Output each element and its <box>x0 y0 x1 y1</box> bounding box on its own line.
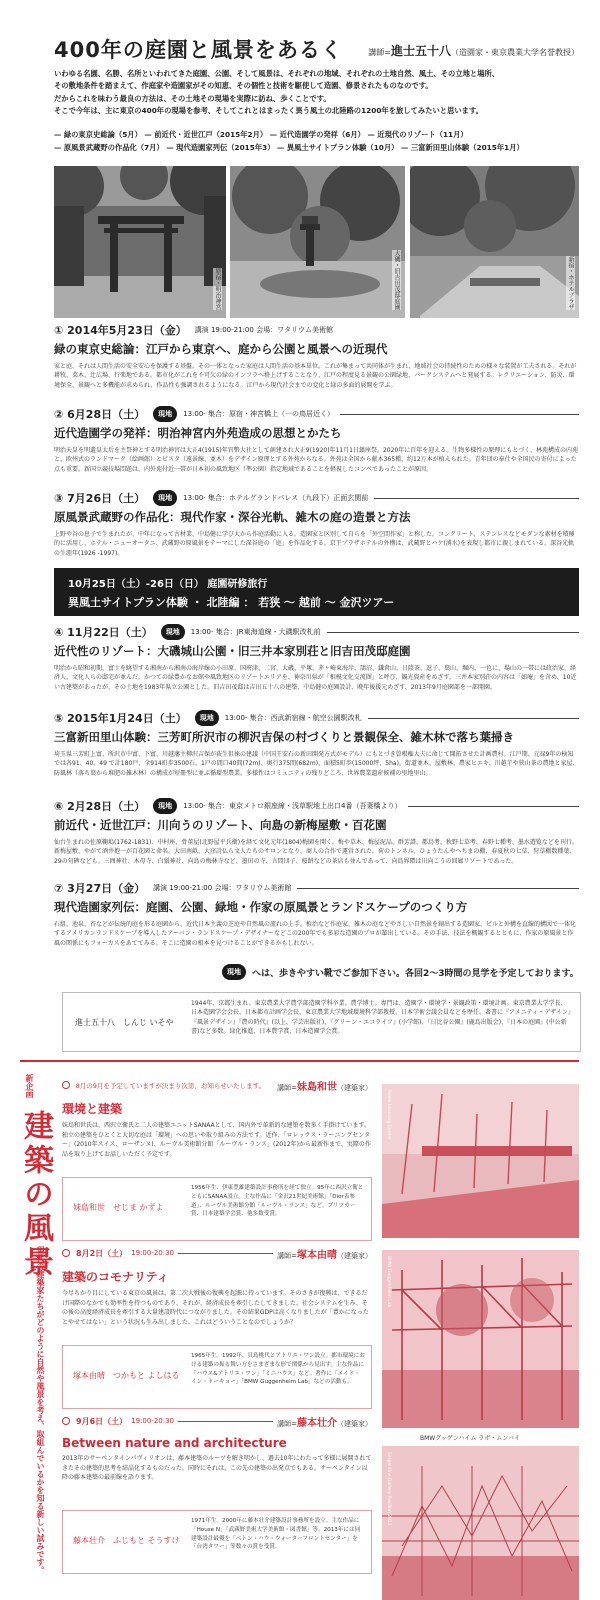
session-title: 庭園、公園、緑地・作家の原風景とランドスケープのつくり方 <box>146 900 468 914</box>
session-heading <box>54 817 579 833</box>
session-heading <box>54 341 579 357</box>
footwear-notice <box>222 964 579 980</box>
session-time: 13:00- <box>183 410 206 418</box>
session-body: 仙台生まれの佐原鞠塢(1762-1831)、中村座、骨董屋(北野屋平兵衛)を経て文化元年(1804)梅園を開く。梅や草木、梅屋泥品、群芳譜、都鳥考、秋野七草考、春野七種考、墨水遊覧などを刊行。新梅屋敷、やがて酒井抱一が百花園と命名。大田南畝、大窪詩仏ら文人たちのサロンとなり、商人の合作で運営された。荷のトンネル、ひょうたんやへちまの棚、春夏秋の七草、狩草棚数種葉、29の句碑なども。三囲神社、木母寺、白鬚神社、向島の梅林寺など、墨田の寺、言問団子、桜餅などの茶店も並んであって、向島界隈は川向こうの回廊リゾートであった。 <box>54 839 578 865</box>
photo-credit: Serpentine Gallery Pavilion 2013 <box>386 1452 391 1526</box>
trip-title: 異風土サイトプラン体験 ・ 北陸編 ： 若狭 〜 越前 〜 金沢ツアー <box>68 596 395 609</box>
page-title: 400年の庭園と風景をあるく <box>54 38 343 62</box>
session-prefix: 三富新田里山体験： <box>54 730 158 744</box>
session-body: 家と庭、それは人間生活の安全安心を保護する基盤。その一体となった家庭は人間生活の基本単位。これが集まって共同体が生まれ、地域社会の持続性のための様々な装置が工夫される。それが耕牧、菜木、辻広場、行楽地である。都市化がこれを不可欠の緑のインフラへ格上げすることなり、江戸の程度見る景観の公園緑地、パークシステムへと発展する。レクリエーション、防災、環境保全、景観へと多機能が求められ、作品性も強調されるようになる。江戸から現代社会までの変化と緑の多面的展開を学ぶ。 <box>54 363 577 389</box>
arch-session-3 <box>62 1414 372 1574</box>
photo-oiso-garden <box>230 166 405 318</box>
onsite-badge: 現地 <box>222 964 246 980</box>
header <box>54 34 579 60</box>
divider <box>297 888 579 889</box>
divider <box>178 1421 273 1422</box>
photo-caption: 原宿・明治神宮 <box>214 268 221 310</box>
new-series-label: 新企画 <box>25 1074 34 1098</box>
divider <box>368 718 579 719</box>
photo-strip <box>54 166 579 318</box>
section-divider <box>20 1060 579 1062</box>
onsite-badge: 現地 <box>153 406 177 422</box>
trip-dates: 10月25日（土）-26日（日） 庭園研修旅行 <box>68 579 268 590</box>
arch-session-2 <box>62 1246 372 1409</box>
arch-lecturer-bio <box>62 1177 372 1241</box>
arch-session-time: 19:00-20:30 <box>131 1249 175 1257</box>
session-heading <box>54 643 579 659</box>
arch-lecturer <box>277 1414 372 1429</box>
architecture-series-title: 建築の風景 <box>18 1110 53 1280</box>
session-place: 会場：ワタリウム美術館 <box>256 326 333 334</box>
session-4 <box>54 624 579 702</box>
bio-name: 進士五十八 しんじ いそや <box>75 1018 174 1027</box>
session-title: 大磯城山公園・旧三井本家別荘と旧吉田茂邸庭園 <box>157 644 411 658</box>
onsite-badge: 現地 <box>153 798 177 814</box>
series-row: — 原風景武蔵野の作品化（7月） — 現代造園家列伝（2015年3） — 異風土サイトプラン体験（10月） — 三富新田里山体験（2015年1月） <box>54 143 524 152</box>
session-prefix: 近代造園学の発祥： <box>54 426 158 440</box>
session-time: 13:00- <box>190 628 214 636</box>
arch-session-body: 妹島和世氏は、西沢立衛氏と二人の建築ユニットSANAAとして、国内外で革新的な建築を数多く手掛けています。独立の建築をひとくと大切な庭は「環境」への思いや取り組みの方法です。近作、「ロレックス・ラーニングセンター」(2010年スイス、ローザンヌ)、ルーヴル美術館分館「ルーヴル・ランス」(2012年)から最新作まで、実際の作品を取り上げてお話しいただく予定です。 <box>62 1122 371 1158</box>
session-date: ① 2014年5月23日（金） <box>54 324 187 337</box>
bio-text: 1971年生。2000年に藤本壮介建築設計事務所を設立。主な作品に「House N」「武蔵野美術大学美術館・図書館」等。2013年には同建築設計最優を「ベトン・ハウ・ウォーターフロントセンター」を「台湾タワー」等数々の賞を受賞。 <box>191 1518 361 1551</box>
intro-line: だからこれを味わう最良の方法は、その土地その現場を実際に訪ね、歩くことです。 <box>54 93 331 103</box>
session-prefix: 緑の東京史総論： <box>54 342 146 356</box>
photo-credit: BMW Guggenheim Lab <box>386 1256 391 1308</box>
session-place: 集合：原宿・神宮橋上（一の鳥居近く） <box>208 410 335 418</box>
session-prefix: 原風景武蔵野の作品化： <box>54 510 181 524</box>
intro-line: いわゆる名園、名勝、名所といわれてきた庭園、公園、そして風景は、それぞれの地域、それぞれの土地自然、風土、その立地と場所、 <box>54 69 500 78</box>
session-5 <box>54 710 579 788</box>
arch-session-date: 8月の9月を予定していますが決まり次第、お知らせいたします。 <box>75 1081 266 1090</box>
lecturer-prefix: 講師= <box>368 48 391 57</box>
session-place: 集合：西武新宿線・航空公園駅改札 <box>249 714 362 722</box>
session-body: 明治から昭和初期、富士を眺望する湘南から湘南の海岸線の小田原、国府津、二宮、大磯、平塚、茅ヶ崎東海岸、鵠沼、鎌倉山、日陰茶、逗子、葉山、堀内、一色に、場山の一帯には政治家、経済人、文化人らの邸宅が並んだ。かつての緑豊かなお館や風致地区のリゾートエリアを、神奈川県が「相模文化交流圏」と呼び、観光資産をめざす。三井本家別荘の内容は「如庵」を含め、10近い古建築があったが、その土地を1983年県立公園とした。旧吉田茂邸は吉田五十八の建築、中島健の庭園設計、晩年後援元めざす、2013年9月庭園部を一部開園。 <box>54 665 577 691</box>
arch-session-1 <box>62 1078 372 1241</box>
session-body: 上野や谷の息子で生まれたが、中年になって古材業、中島健に学び大から作庭活動に入る。造園家と区別して自らを「外空間作家」と称した。コンクリート、ステンレスなどモダンな素材を積極的に活用し、ホテル・ニューオータニ、武蔵野の原風景をテーマにした深谷庭の「庭」を作品化する。京王プラザホテルの外構は、武蔵野とハケ(湧水)を表現し都市に親しまれている。深谷光軌の生涯年(1926 -1997)。 <box>54 531 575 557</box>
lecturer-prefix: 講師= <box>277 1251 297 1260</box>
session-place: 集合：東京メトロ銀座線・浅草駅地上出口4番（吾妻橋より） <box>208 802 402 810</box>
session-heading <box>54 729 579 745</box>
bio-text: 1965年生。1992年、貝島桃代とアトリエ・ワン設立。都市環境における建築の振る舞い方をさまざまな形で関係から見出す。主な作品に「ハウス&アトリエ・ワン」「ミニハウス」など。著作に「メイド・イン・トーキョー」「BMW Guggenheim Lab」などの活動も。 <box>191 1353 365 1386</box>
session-time: 13:00- <box>183 494 206 502</box>
session-date: ② 6月28日（土） <box>54 408 146 421</box>
session-title: 川向うのリゾート、向島の新梅屋敷・百花園 <box>157 818 387 832</box>
lecturer-name: 藤本壮介 <box>297 1417 337 1429</box>
arch-lecturer <box>277 1078 372 1093</box>
photo-caption: 大磯・旧吉田茂邸庭園 <box>393 250 400 310</box>
session-heading <box>54 509 579 525</box>
arch-session-title: 環境と建築 <box>62 1102 123 1116</box>
session-1 <box>54 322 579 400</box>
intro-line: その敷地条件を踏まえて、作庭家や造園家がその知恵、その個性と技術を駆使して造園、修景されたものなのです。 <box>54 81 433 91</box>
session-3 <box>54 490 579 568</box>
session-body: 石組、池泉、苔などが伝統的庭を形る庭園から、近代日本主義の芝庭や自然風の流れの上手。植治など作庭家、雑木の庭などやさしい自然景を創出する造園家、ビルと外構を直線的構図で一体化するアメリカンランドスケープを導入したアーバン・ランドスケープ・デザイナーなどこの200年でも多彩な造園のプロが輩出している。その手法、技法を概観するとともに、作家の原風景と作風の関係にもフォーカスをあててみる。そこに造園の根本を見つけることができるかもしれない。 <box>54 921 577 947</box>
arch-session-date: 8月2日（土） <box>76 1248 128 1258</box>
lecturer-role: （建築家） <box>337 1083 372 1092</box>
session-time: 講演 19:00-21:00 <box>153 884 213 892</box>
arch-session-body: 2013年のサーペンタインパヴィリオンは、藤本建築のルーツを解き明かし、過去10年にわたって多様に展開されてきたその建築的思考を結晶化するものだった。同時にそれは、この先の建築の出発点でもある。サーペンタイン以降の藤本建築の最前線を語ります。 <box>62 1455 372 1482</box>
session-7 <box>54 880 579 958</box>
bio-name: 妹島和世 せじま かずよ <box>73 1203 164 1212</box>
lecturer-bio <box>62 992 581 1052</box>
photo-bmw-guggenheim-lab <box>382 1250 579 1428</box>
arch-session-time: 19:00-20:30 <box>131 1417 175 1425</box>
onsite-badge: 現地 <box>195 710 219 726</box>
lecturer-prefix: 講師= <box>277 1419 297 1428</box>
session-date: ③ 7月26日（土） <box>54 492 146 505</box>
bio-name: 塚本由晴 つかもと よしはる <box>73 1371 180 1380</box>
bullet-circle-icon <box>62 1081 70 1089</box>
session-title: 現代作家・深谷光軌、雑木の庭の造景と方法 <box>180 510 411 524</box>
arch-session-date: 9月6日（土） <box>76 1416 128 1426</box>
divider <box>408 806 580 807</box>
photo-serpentine-pavilion <box>382 1446 579 1600</box>
lecturer-name: 進士五十八 <box>390 44 451 58</box>
session-prefix: 近代性のリゾート： <box>54 644 158 658</box>
intro-line: そこで今年は、主に東京の400年の現場を参考、そしてこれとはまったく異う風土の北陸路の1200年を旅してみたいと思います。 <box>54 106 483 116</box>
bio-text: 1944年、京都生まれ。東京農業大学農学部造園学科卒業。農学博士。専門は、造園学・環境学・景観政策・環境計画。東京農業大学学長、日本造園学会会長、日本都市計画学会長、東京農業大学地域環境科学部教授、日本学術会議会員などを歴任。著書に『アメニティ・デザイン』『風景デザイン』『農の時代』(以上、学芸出版社)、『グリーン・エコライフ』(小学館)、『日比谷公園』(鹿島出版会)、『日本の庭園』(中公新書)など多数。緑化推進、日本農学賞、日本造園学会賞。 <box>191 1000 571 1035</box>
bio-text: 1956年生、伊東豊雄建築設計事務所を経て独立。95年に西沢立衛とともにSANAA設立。主な作品に「金沢21世紀美術館」「Dior表参道」、ルーヴル美術館分館「ルーヴル・ランス」など。プリツカー賞、日本建築学会賞、他多数受賞。 <box>191 1185 364 1218</box>
session-2 <box>54 406 579 484</box>
session-date: ⑦ 3月27日（金） <box>54 882 146 895</box>
session-title: 明治神宮内外苑造成の思想とかたち <box>157 426 342 440</box>
photo-rolex-learning-center <box>382 1084 579 1238</box>
session-time: 13:00- <box>183 802 206 810</box>
session-body: 明治天皇を明遺皇太后を主祭神とする明治神宮は大正4(1915)年官幣大社として創建され大正9(1920)年11月1日鎮座祭。2020年に百年を迎える。生物多様性の原理にもとづく、林苑構成の内苑と、欧州式のランドマーク（絵画館）とビスタ（遠景線、並木）をデザイン原理とする外苑からなる。外苑は全国から献木365種、約12万本が植えられた。青年団の奉仕や全国民の寄付によった点も重要。新国立競技場問題は、内外苑付近一帯が日本初の風致地区（準公園）指定地域であることを軽視したコンペであったことが原因。 <box>54 447 579 473</box>
session-date: ④ 11月22日（土） <box>54 626 153 639</box>
session-title: 江戸から東京へ、庭から公園と風景への近現代 <box>146 342 388 356</box>
session-date: ⑥ 2月28日（土） <box>54 800 146 813</box>
arch-session-title: Between nature and architecture <box>62 1436 287 1450</box>
bullet-circle-icon <box>62 1417 70 1425</box>
session-place: 会場：ワタリウム美術館 <box>214 884 292 892</box>
session-place: 集合：JR東海道線・大磯駅改札前 <box>215 628 321 636</box>
session-time: 講演 19:00-21:00 <box>194 326 254 334</box>
photo-credit: Rolex Learning Center <box>386 1090 391 1140</box>
session-heading <box>54 425 579 441</box>
series-list <box>54 128 579 154</box>
session-date: ⑤ 2015年1月24日（土） <box>54 712 187 725</box>
lecturer-role: （建築家） <box>337 1419 372 1428</box>
arch-lecturer <box>277 1246 372 1261</box>
session-prefix: 現代造園家列伝： <box>54 900 146 914</box>
divider <box>340 414 579 415</box>
lecturer-credit <box>368 42 579 59</box>
arch-session-title: 建築のコモナリティ <box>62 1270 169 1284</box>
lecturer-name: 塚本由晴 <box>297 1249 337 1261</box>
session-time: 13:00- <box>224 714 248 722</box>
photo-caption: 新宿・ホテルプラザ <box>567 256 574 310</box>
divider <box>374 498 579 499</box>
session-heading <box>54 899 579 915</box>
intro-text <box>54 68 579 118</box>
arch-session-body: 今尽ちかり目にしている東京の風景は、第二次大戦後の復興を起源に持っています。そのさきが復興は、できるだけ国際のなかでも効率性を持つものであり、それが、経済成長を牽引したしてきました。社会システムを生み、その後の高度経済成長を牽引する大量建設時代につながりました。その結果GDPは高くなりましたが「豊かになったとやせてはない」という状況も生み出しました。これはどういうことなのでしょうか？ <box>62 1290 369 1326</box>
notice-text: へは、歩きやすい靴でご参加下さい。各回2〜3時間の見学を予定しております。 <box>252 968 579 979</box>
arch-lecturer-bio <box>62 1345 372 1409</box>
session-title: 三芳町所沢市の柳沢吉保の村づくりと景観保全、雑木林で落ち葉掃き <box>157 730 514 744</box>
photo-hotel-plaza <box>410 166 579 318</box>
session-prefix: 前近代・近世江戸： <box>54 818 158 832</box>
divider <box>327 632 579 633</box>
session-place: 集合：ホテルグランドパレス（九段下）正面玄関前 <box>208 494 369 502</box>
photo-meiji-jingu <box>54 166 226 318</box>
onsite-badge: 現地 <box>161 624 185 640</box>
lecturer-prefix: 講師= <box>277 1083 297 1092</box>
onsite-badge: 現地 <box>153 490 177 506</box>
bio-name: 藤本壮介 ふじもと そうすけ <box>73 1536 180 1545</box>
arch-lecturer-bio <box>62 1510 372 1574</box>
study-trip-banner <box>54 568 579 616</box>
lecturer-role: （建築家） <box>337 1251 372 1260</box>
session-body: 埼玉県三芳町上富、所沢市中富、下富、川越藩主柳沢吉保が荻生徂徠の建議（中国王安石の新田開発方式がモデル）にもとづき曽根権大夫に命じて開拓させた計画農村。江戸期、元禄9年の検知では各91、40、49 で計180戸、全914町歩3500石。1戸の間口40間(72m)、奥行375間(682m)、面積5町歩(15000坪、5ha)。街道並木、屋敷林、農家ヒエキ、川越芋や狭山茶の農地と家屋、防風林（落ち葉から堆肥の雑木林）の構成が短冊型に並ぶ循環型農業。多様性はコミュニティの残りどころ、世界農業遺産候補の里地里山。 <box>54 751 579 777</box>
divider <box>178 1253 273 1254</box>
series-row: — 緑の東京史総論（5月） — 前近代・近世江戸（2015年2月） — 近代造園学の発祥（6月） — 近現代のリゾート（11月） <box>54 130 468 139</box>
lecturer-name: 妹島和世 <box>297 1081 337 1093</box>
photo-caption-bmw: BMWグッゲンハイム ラボ・ムンバイ <box>420 1435 520 1442</box>
architecture-series-subtitle: 現代の建築家たちがどのように自然や風景を考え、取組んでいるかを知る新しい試みです。 <box>36 1246 45 1574</box>
session-6 <box>54 798 579 876</box>
lecturer-affiliation: （造園家・東京農業大学名誉教授） <box>451 48 579 57</box>
bullet-circle-icon <box>62 1249 70 1257</box>
